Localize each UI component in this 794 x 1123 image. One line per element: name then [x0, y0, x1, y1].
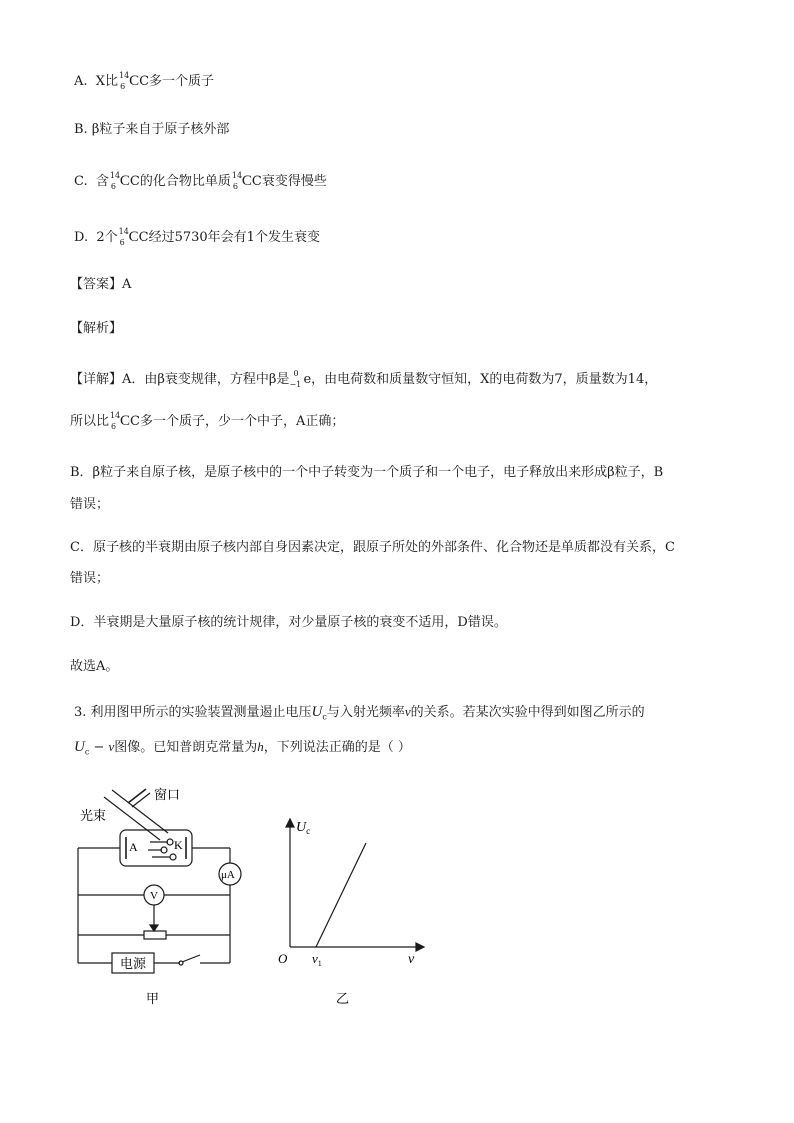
figure-jia-circuit	[70, 785, 260, 1010]
power-label: 电源	[120, 956, 147, 971]
question-3-line-1	[74, 701, 645, 729]
anode-label: A	[129, 840, 138, 854]
electron-3	[170, 854, 176, 860]
q3-h-symbol: h	[257, 739, 264, 754]
figure-jia-caption: 甲	[146, 991, 160, 1006]
switch-blade	[182, 955, 200, 962]
detail-text-1a: A．由β衰变规律，方程中β是	[122, 372, 290, 387]
isotope-symbol: C	[119, 173, 130, 189]
isotope-c14: 14 6	[231, 171, 243, 191]
detail-line-1	[70, 369, 657, 391]
y-axis-label: $U_c$	[296, 820, 311, 836]
light-label: 光束	[80, 808, 107, 823]
figure-yi-caption: 乙	[336, 991, 350, 1005]
x-axis-arrow	[416, 943, 424, 951]
option-a	[74, 70, 214, 93]
uc-line	[316, 843, 366, 947]
detail-line-6: 错误；	[70, 571, 110, 586]
answer-tag: 【答案】	[70, 277, 123, 292]
origin-label: O	[278, 951, 288, 966]
isotope-symbol: C	[241, 173, 252, 189]
slider-arrow	[150, 925, 158, 931]
isotope-c14: 14 6	[109, 171, 121, 191]
q3-uc-symbol-2: U	[74, 739, 85, 755]
option-d-text-1: 2个	[96, 230, 118, 245]
analysis-tag: 【解析】	[70, 321, 123, 336]
window-label: 窗口	[154, 787, 181, 802]
isotope-symbol: C	[129, 73, 140, 89]
option-a-text-1: X比	[95, 74, 119, 89]
cathode-label: K	[174, 838, 183, 852]
answer-value: A	[122, 277, 132, 292]
option-b: B. β粒子来自于原子核外部	[74, 122, 230, 137]
window-mark	[128, 789, 146, 803]
electron-symbol: 0 −1	[289, 369, 302, 389]
option-a-text-2: C多一个质子	[139, 74, 215, 89]
detail-line-8: 故选A。	[70, 659, 119, 674]
q3-uc-symbol: U	[311, 704, 323, 720]
option-c	[74, 170, 327, 193]
q3-uc-sub: c	[322, 712, 327, 722]
option-c-text-2: C的化合物比单质	[129, 174, 231, 189]
q3-text-2a: 图像。已知普朗克常量为	[114, 740, 258, 755]
detail-text-2a: 所以比	[70, 414, 110, 429]
isotope-c14: 14 6	[118, 227, 129, 247]
electron-e: e	[303, 372, 312, 387]
voltmeter-label: V	[150, 890, 158, 902]
option-c-text-3: C衰变得慢些	[251, 174, 327, 189]
figure-yi-graph	[270, 805, 430, 1005]
light-beam-2	[104, 797, 160, 840]
detail-line-7: D．半衰期是大量原子核的统计规律，对少量原子核的衰变不适用，D错误。	[70, 615, 507, 630]
rheostat	[144, 931, 166, 939]
isotope-c14: 14 6	[119, 71, 130, 91]
detail-line-5: C．原子核的半衰期由原子核内部自身因素决定，跟原子所处的外部条件、化合物还是单质都没有关系，C	[70, 540, 675, 555]
y-axis-arrow	[286, 819, 294, 827]
detail-tag: 【详解】	[70, 372, 123, 387]
window-mark-2	[132, 793, 150, 807]
q3-text-1a: 3. 利用图甲所示的实验装置测量遏止电压	[74, 705, 312, 720]
q3-text-1b: 与入射光频率	[326, 705, 405, 720]
answer-line	[70, 274, 131, 296]
option-c-text-1: 含	[95, 174, 109, 189]
option-d-text-2: C经过5730年会有1个发生衰变	[138, 230, 320, 245]
q3-text-2b: ，下列说法正确的是（ ）	[263, 740, 411, 755]
intercept-label: $\nu_1$	[312, 951, 322, 968]
option-a-prefix: A.	[74, 74, 88, 89]
detail-text-2b: C多一个质子，少一个中子，A正确；	[130, 414, 345, 429]
detail-line-4: 错误；	[70, 497, 110, 512]
q3-dash: −	[89, 740, 109, 755]
ammeter-label: μA	[221, 869, 235, 881]
option-c-prefix: C.	[74, 174, 88, 189]
isotope-symbol: C	[120, 413, 131, 429]
q3-text-1c: 的关系。若某次实验中得到如图乙所示的	[410, 705, 645, 720]
option-d-prefix: D.	[74, 230, 89, 245]
q3-nu-symbol-2: ν	[108, 739, 115, 754]
question-3-line-2	[74, 736, 411, 764]
isotope-symbol: C	[128, 229, 139, 245]
detail-line-3: B．β粒子来自原子核，是原子核中的一个中子转变为一个质子和一个电子，电子释放出来形成β粒子，B	[70, 465, 664, 480]
detail-text-1b: ，由电荷数和质量数守恒知，X的电荷数为7，质量数为14，	[311, 372, 658, 387]
option-d	[74, 226, 320, 249]
x-axis-label: ν	[408, 952, 415, 967]
isotope-c14: 14 6	[110, 411, 121, 431]
detail-line-2	[70, 410, 344, 433]
q3-nu-symbol: ν	[404, 704, 411, 719]
q3-uc-sub-2: c	[84, 747, 90, 757]
